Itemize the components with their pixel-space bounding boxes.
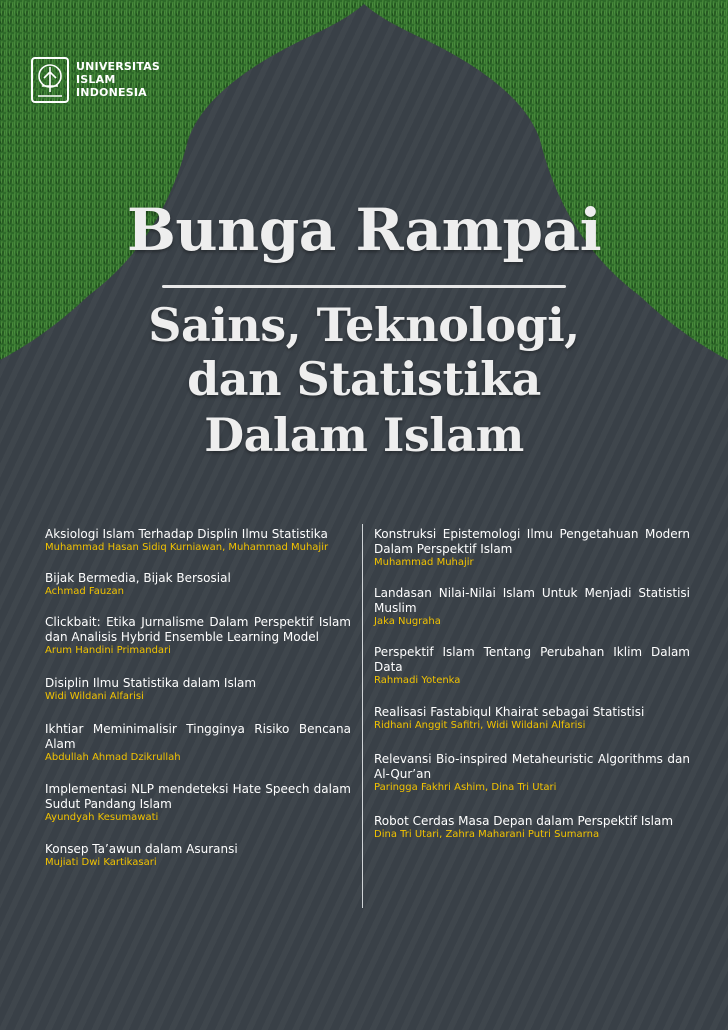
chapter-entry xyxy=(374,586,690,628)
chapter-title: Implementasi NLP mendeteksi Hate Speech dalam Sudut Pandang Islam xyxy=(45,782,351,811)
chapter-title: Robot Cerdas Masa Depan dalam Perspektif Islam xyxy=(374,814,674,828)
chapter-title: Relevansi Bio-inspired Metaheuristic Algorithms dan Al-Qur’an xyxy=(374,752,690,781)
chapter-title: Realisasi Fastabiqul Khairat sebagai Statistisi xyxy=(374,705,645,719)
subtitle-line-3: Dalam Islam xyxy=(204,408,524,462)
chapter-entry xyxy=(374,752,690,794)
book-title: Bunga Rampai xyxy=(126,196,602,264)
chapter-title: Konstruksi Epistemologi Ilmu Pengetahuan Modern Dalam Perspektif Islam xyxy=(374,527,690,556)
chapter-title: Aksiologi Islam Terhadap Displin Ilmu Statistika xyxy=(45,527,328,541)
chapter-title: Ikhtiar Meminimalisir Tingginya Risiko Bencana Alam xyxy=(45,722,351,751)
subtitle-line-2: dan Statistika xyxy=(187,352,541,406)
logo-line-3: INDONESIA xyxy=(76,86,147,99)
chapter-entry xyxy=(45,842,351,869)
chapter-title: Landasan Nilai-Nilai Islam Untuk Menjadi Statistisi Muslim xyxy=(374,586,690,615)
chapter-entry xyxy=(374,527,690,569)
chapter-entry xyxy=(45,527,351,554)
chapter-authors: Rahmadi Yotenka xyxy=(374,675,461,686)
chapter-authors: Dina Tri Utari, Zahra Maharani Putri Sumarna xyxy=(374,829,600,840)
chapter-authors: Paringga Fakhri Ashim, Dina Tri Utari xyxy=(374,782,557,793)
university-logo xyxy=(30,56,190,108)
chapter-authors: Ridhani Anggit Safitri, Widi Wildani Alfarisi xyxy=(374,720,586,731)
chapter-entry xyxy=(374,705,690,732)
logo-line-2: ISLAM xyxy=(76,73,116,86)
chapter-authors: Jaka Nugraha xyxy=(374,616,441,627)
chapter-title: Clickbait: Etika Jurnalisme Dalam Perspektif Islam dan Analisis Hybrid Ensemble Learning Model xyxy=(45,615,351,644)
chapter-entry xyxy=(45,571,351,598)
chapter-entry xyxy=(45,676,351,703)
chapter-authors: Achmad Fauzan xyxy=(45,586,124,597)
chapter-entry xyxy=(374,645,690,687)
chapter-title: Perspektif Islam Tentang Perubahan Iklim Dalam Data xyxy=(374,645,690,674)
chapter-title: Bijak Bermedia, Bijak Bersosial xyxy=(45,571,231,585)
chapter-authors: Muhammad Hasan Sidiq Kurniawan, Muhammad Muhajir xyxy=(45,542,329,553)
university-name xyxy=(76,60,160,99)
chapter-authors: Abdullah Ahmad Dzikrullah xyxy=(45,752,181,763)
chapter-authors: Mujiati Dwi Kartikasari xyxy=(45,857,157,868)
chapter-authors: Ayundyah Kesumawati xyxy=(45,812,159,823)
chapter-entry xyxy=(45,782,351,824)
chapter-entry xyxy=(45,722,351,764)
logo-line-1: UNIVERSITAS xyxy=(76,60,161,73)
contents-right-column xyxy=(374,527,690,841)
chapter-title: Konsep Ta’awun dalam Asuransi xyxy=(45,842,238,856)
chapter-authors: Muhammad Muhajir xyxy=(374,557,474,568)
chapter-entry xyxy=(374,814,690,841)
chapter-authors: Widi Wildani Alfarisi xyxy=(45,691,144,702)
uii-emblem-icon xyxy=(30,56,70,104)
title-divider xyxy=(162,285,566,288)
chapter-title: Disiplin Ilmu Statistika dalam Islam xyxy=(45,676,257,690)
chapter-authors: Arum Handini Primandari xyxy=(45,645,171,656)
subtitle-line-1: Sains, Teknologi, xyxy=(148,298,580,352)
contents-left-column xyxy=(45,527,351,869)
chapter-entry xyxy=(45,615,351,657)
column-divider xyxy=(362,524,363,908)
